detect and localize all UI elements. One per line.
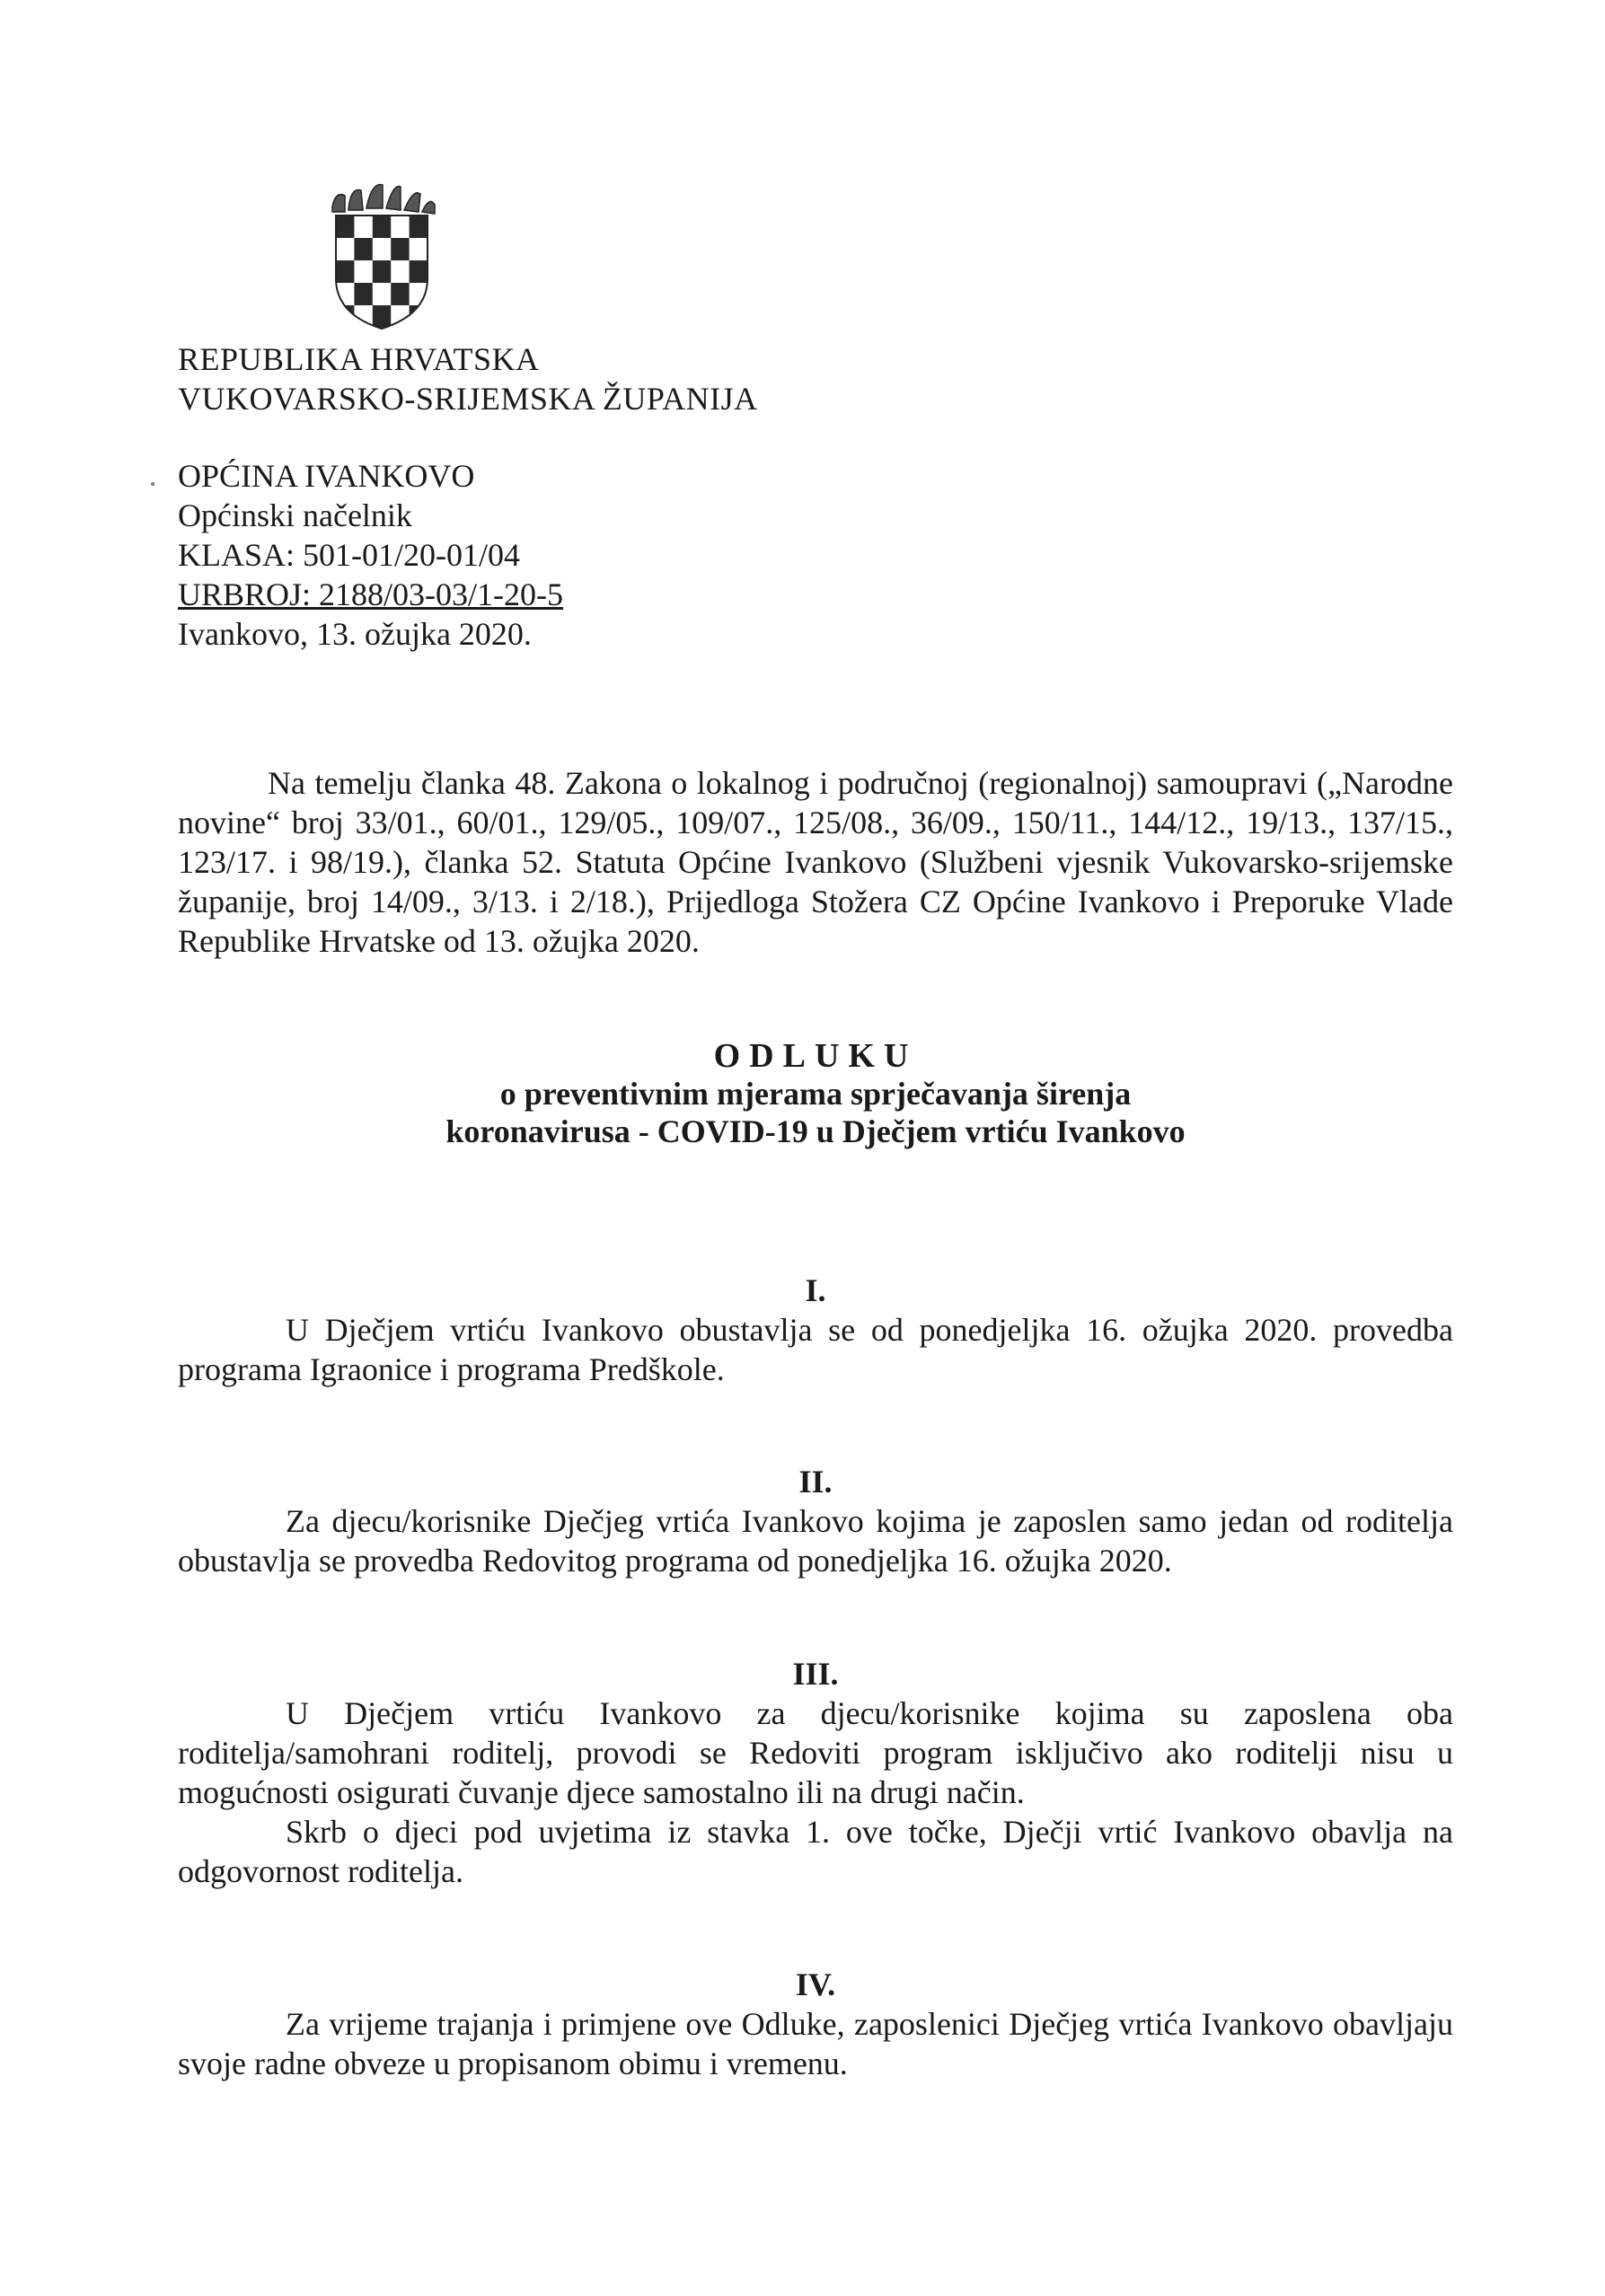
section-paragraph: Za djecu/korisnike Dječjeg vrtića Ivankovo kojima je zaposlen samo jedan od roditelja obustavlja se provedba Redovitog programa od ponedjeljka 16. ožujka 2020.: [178, 1503, 1453, 1579]
section-number: I.: [805, 1272, 826, 1308]
decision-title: [178, 1037, 1453, 1150]
section-paragraph: U Dječjem vrtiću Ivankovo obustavlja se od ponedjeljka 16. ožujka 2020. provedba programa Igraonice i programa Predškole.: [178, 1312, 1453, 1387]
scan-speck: [151, 482, 154, 486]
office-role: Općinski načelnik: [178, 497, 412, 533]
preamble-paragraph: Na temelju članka 48. Zakona o lokalnog i područnoj (regionalnoj) samoupravi („Narodne novine“ broj 33/01., 60/01., 129/05., 109/07., 125/08., 36/09., 150/11., 144/12., 19/13., 137/15., 123/17. i 98/19.), članka 52. Statuta Općine Ivankovo (Službeni vjesnik Vukovarsko-srijemske županije, broj 14/09., 3/13. i 2/18.), Prijedloga Stožera CZ Općine Ivankovo i Preporuke Vlade Republike Hrvatske od 13. ožujka 2020.: [178, 765, 1453, 959]
header-block: [178, 339, 758, 418]
section-4: [178, 1965, 1453, 2083]
decision-subtitle-line2: koronavirusa - COVID-19 u Dječjem vrtiću Ivankovo: [445, 1113, 1186, 1149]
section-paragraph: U Dječjem vrtiću Ivankovo za djecu/korisnike kojima su zaposlena oba roditelja/samohrani roditelj, provodi se Redoviti program isključivo ako roditelji nisu u mogućnosti osigurati čuvanje djece samostalno ili na drugi način.: [178, 1695, 1453, 1810]
section-3: [178, 1654, 1453, 1891]
county-name: VUKOVARSKO-SRIJEMSKA ŽUPANIJA: [178, 381, 758, 417]
decision-subtitle-line1: o preventivnim mjerama sprječavanja širenja: [499, 1076, 1132, 1112]
section-number: III.: [792, 1656, 839, 1692]
coat-of-arms-icon: [323, 180, 440, 332]
country-name: REPUBLIKA HRVATSKA: [178, 341, 540, 377]
urbroj-number: URBROJ: 2188/03-03/1-20-5: [178, 576, 564, 612]
office-block: [178, 456, 563, 654]
place-date: Ivankovo, 13. ožujka 2020.: [178, 616, 532, 652]
section-number: II.: [798, 1464, 833, 1500]
klasa-number: KLASA: 501-01/20-01/04: [178, 537, 520, 573]
municipality-name: OPĆINA IVANKOVO: [178, 458, 475, 494]
section-number: IV.: [795, 1966, 836, 2002]
section-paragraph: Za vrijeme trajanja i primjene ove Odluke, zaposlenici Dječjeg vrtića Ivankovo obavljaju svoje radne obveze u propisanom obimu i vremenu.: [178, 2006, 1453, 2081]
section-1: [178, 1271, 1453, 1389]
section-paragraph: Skrb o djeci pod uvjetima iz stavka 1. ove točke, Dječji vrtić Ivankovo obavlja na odgovornost roditelja.: [178, 1814, 1453, 1889]
section-2: [178, 1462, 1453, 1580]
decision-title-main: ODLUKU: [713, 1037, 918, 1075]
